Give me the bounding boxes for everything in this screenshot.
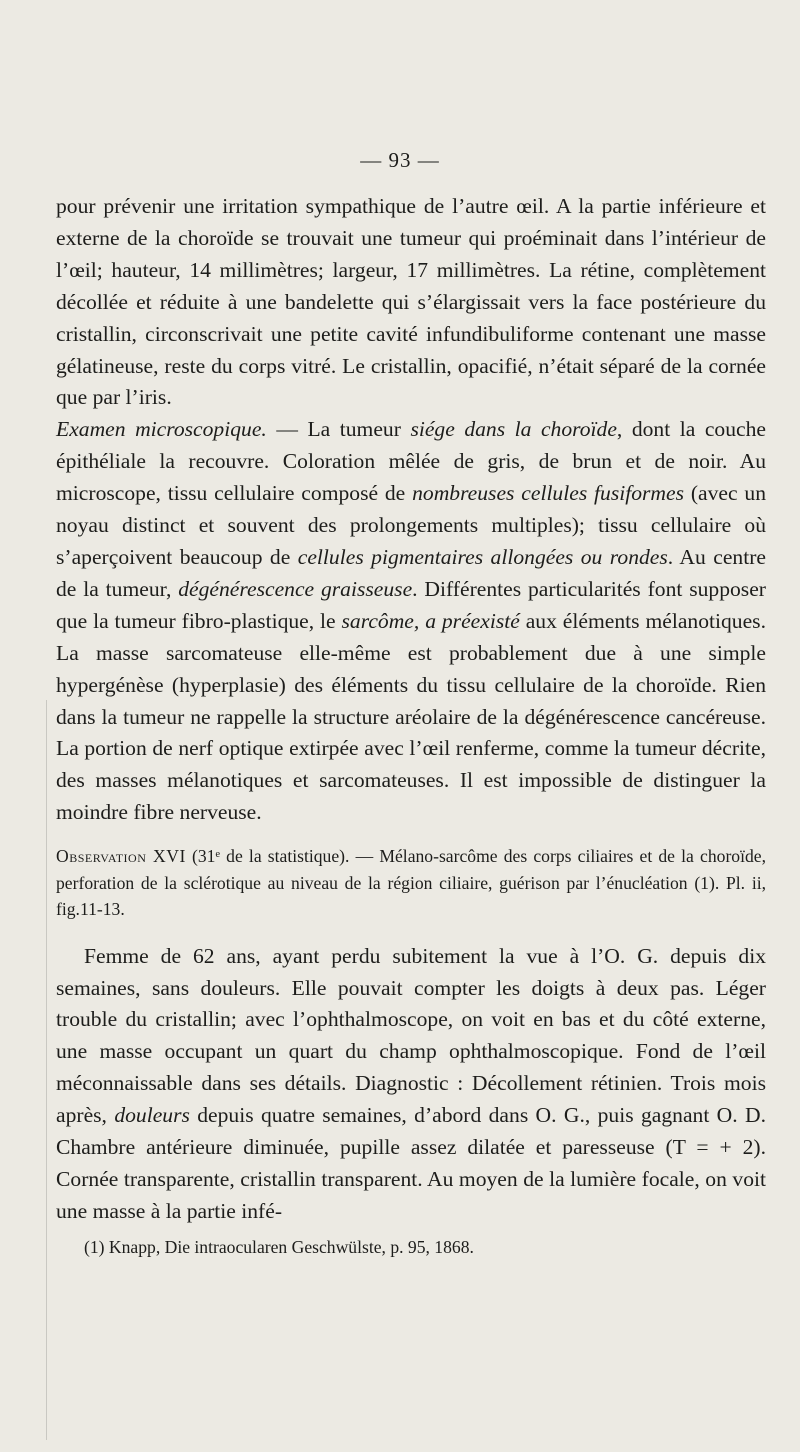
paragraph-tumor-description: pour prévenir une irritation sympathique de l’autre œil. A la partie inférieure et externe de la choroïde se trouvait une tumeur qui proéminait dans l’intérieur de l’œil; hauteur, 14 millimètres; largeur, 17 millimètres. La rétine, complètement décollée et réduite à une bandelette qui s’élargissait vers la face postérieure du cristallin, circonscrivait une petite cavité infundibuliforme contenant une masse gélatineuse, reste du corps vitré. Le cristallin, opacifié, n’était séparé de la cornée que par l’iris.: [56, 194, 766, 410]
observation-summary: (31ᵉ de la statistique). — Mélano-sarcôme des corps ciliaires et de la choroïde, perforation de la sclérotique au niveau de la région ciliaire, guérison par l’énucléation (1). Pl. ii, fig.11-13.: [56, 846, 766, 920]
footnote: (1) Knapp, Die intraocularen Geschwülste, p. 95, 1868.: [84, 1236, 474, 1257]
section-heading: Examen microscopique.: [56, 417, 267, 442]
scan-margin-shadow: [46, 700, 47, 1440]
main-text: [56, 191, 766, 829]
paragraph-case: Femme de 62 ans, ayant perdu subitement la vue à l’O. G. depuis dix semaines, sans douleurs. Elle pouvait compter les doigts à deux pas. Léger trouble du cristallin; avec l’ophthalmoscope, on voit en bas et du côté externe, une masse occupant un quart du champ ophthalmoscopique. Fond de l’œil méconnaissable dans ses détails. Diagnostic : Décollement rétinien. Trois mois après, douleurs depuis quatre semaines, d’abord dans O. G., puis gagnant O. D. Chambre antérieure diminuée, pupille assez dilatée et paresseuse (T = + 2). Cornée transparente, cristallin transparent. Au moyen de la lumière focale, on voit une masse à la partie infé-: [56, 943, 766, 1223]
page-number: — 93 —: [360, 148, 440, 172]
paragraph-microscopic-exam: Examen microscopique. — La tumeur siége dans la choroïde, dont la couche épithéliale la recouvre. Coloration mêlée de gris, de brun et de noir. Au microscope, tissu cellulaire composé de nombreuses cellules fusiformes (avec un noyau distinct et souvent des prolongements multiples); tissu cellulaire où s’aperçoivent beaucoup de cellules pigmentaires allongées ou rondes. Au centre de la tumeur, dégénérescence graisseuse. Différentes particularités font supposer que la tumeur fibro-plastique, le sarcôme, a préexisté aux éléments mélanotiques. La masse sarcomateuse elle-même est probablement due à une simple hypergénèse (hyperplasie) des éléments du tissu cellulaire de la choroïde. Rien dans la tumeur ne rappelle la structure aréolaire de la dégénérescence cancéreuse. La portion de nerf optique extirpée avec l’œil renferme, comme la tumeur décrite, des masses mélanotiques et sarcomateuses. Il est impossible de distinguer la moindre fibre nerveuse.: [56, 417, 767, 825]
page-body: [56, 191, 766, 1260]
observation-heading: [56, 843, 766, 923]
observation-label: Observation XVI: [56, 846, 186, 867]
case-text: [56, 941, 766, 1228]
